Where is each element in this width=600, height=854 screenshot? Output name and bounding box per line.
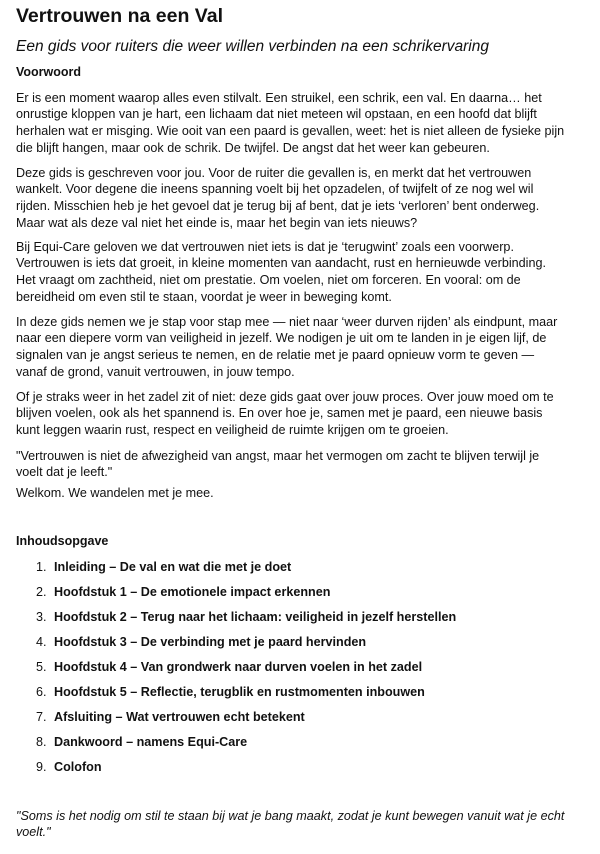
toc-label: Hoofdstuk 2 – Terug naar het lichaam: veiligheid in jezelf herstellen	[54, 609, 457, 624]
foreword-paragraph	[16, 239, 546, 306]
text-line: Of je straks weer in het zadel zit of niet: deze gids gaat over jouw proces. Over jouw moed om te	[16, 389, 554, 404]
toc-number: 9.	[36, 759, 47, 774]
foreword-paragraph	[16, 165, 539, 232]
foreword-closing: Welkom. We wandelen met je mee.	[16, 485, 214, 500]
text-line: wankelt. Voor degene die ineens spanning voelt bij het opzadelen, of twijfelt of ze nog wel wil	[16, 182, 534, 197]
closing-quote	[16, 808, 564, 842]
foreword-paragraph	[16, 389, 554, 439]
text-line: Er is een moment waarop alles even stilvalt. Een struikel, een schrik, een val. En daarna… het	[16, 90, 542, 105]
text-line: "Soms is het nodig om stil te staan bij wat je bang maakt, zodat je kunt bewegen vanuit wat je echt	[16, 808, 565, 823]
foreword-heading: Voorwoord	[16, 65, 82, 79]
toc-item	[36, 655, 456, 680]
toc-item	[36, 630, 456, 655]
text-line: die blijft hangen, maar ook de schrik. De twijfel. De angst dat het weer kan gebeuren.	[16, 140, 490, 155]
text-line: Het vraagt om zachtheid, niet om prestatie. Om voelen, niet om forceren. En vooral: om de	[16, 273, 521, 288]
document-subtitle: Een gids voor ruiters die weer willen verbinden na een schrikervaring	[16, 38, 489, 55]
document-title: Vertrouwen na een Val	[16, 5, 223, 27]
text-line: Deze gids is geschreven voor jou. Voor de ruiter die gevallen is, en merkt dat het vertrouwen	[16, 165, 532, 180]
text-line: signalen van je angst serieus te nemen, en de relatie met je paard opnieuw vorm te geven —	[16, 348, 535, 363]
text-line: Maar wat als deze val niet het einde is, maar het begin van iets nieuws?	[16, 215, 418, 230]
text-line: voelt."	[16, 825, 51, 840]
toc-item	[36, 705, 456, 730]
toc-item	[36, 755, 456, 780]
text-line: onrustige kloppen van je hart, een lichaam dat niet meteen wil opstaan, en een hoofd dat blijft	[16, 107, 537, 122]
toc-label: Hoofdstuk 4 – Van grondwerk naar durven voelen in het zadel	[54, 659, 423, 674]
text-line: blijven voelen, ook als het spannend is. En over hoe je, samen met je paard, een nieuwe basis	[16, 406, 543, 421]
toc-label: Colofon	[54, 759, 102, 774]
toc-label: Dankwoord – namens Equi-Care	[54, 734, 248, 749]
toc-heading: Inhoudsopgave	[16, 534, 109, 548]
text-line: vanaf de grond, vanuit vertrouwen, in jouw tempo.	[16, 364, 295, 379]
text-line: voelt dat je leeft."	[16, 465, 113, 480]
toc-label: Afsluiting – Wat vertrouwen echt betekent	[54, 709, 305, 724]
toc-number: 5.	[36, 659, 47, 674]
toc-number: 4.	[36, 634, 47, 649]
toc-number: 1.	[36, 559, 47, 574]
text-line: Vertrouwen is iets dat groeit, in kleine momenten van aandacht, rust en hernieuwde verbinding.	[16, 256, 546, 271]
text-line: Bij Equi-Care geloven we dat vertrouwen niet iets is dat je ‘terugwint’ zoals een voorwerp.	[16, 239, 514, 254]
foreword-paragraph	[16, 314, 557, 381]
text-line: bereidheid om even stil te staan, voordat je weer in beweging komt.	[16, 289, 392, 304]
toc-label: Hoofdstuk 3 – De verbinding met je paard hervinden	[54, 634, 367, 649]
text-line: herhalen wat er misging. Wie ooit van een paard is gevallen, weet: het is niet alleen de fysieke pijn	[16, 124, 565, 139]
toc-number: 3.	[36, 609, 47, 624]
toc-item	[36, 730, 456, 755]
text-line: "Vertrouwen is niet de afwezigheid van angst, maar het vermogen om zacht te blijven terwijl je	[16, 448, 540, 463]
toc-item	[36, 580, 456, 605]
foreword-quote	[16, 448, 539, 482]
toc-number: 7.	[36, 709, 47, 724]
toc-item	[36, 605, 456, 630]
text-line: In deze gids nemen we je stap voor stap mee — niet naar ‘weer durven rijden’ als eindpunt, maar	[16, 314, 558, 329]
text-line: rijden. Misschien heb je het gevoel dat je terug bij af bent, dat je iets ‘verloren’ bent onderweg.	[16, 199, 540, 214]
table-of-contents	[36, 555, 456, 780]
toc-label: Hoofdstuk 5 – Reflectie, terugblik en rustmomenten inbouwen	[54, 684, 425, 699]
toc-item	[36, 555, 456, 580]
toc-label: Hoofdstuk 1 – De emotionele impact erkennen	[54, 584, 331, 599]
toc-number: 8.	[36, 734, 47, 749]
toc-number: 2.	[36, 584, 47, 599]
foreword-paragraph	[16, 90, 564, 157]
toc-item	[36, 680, 456, 705]
toc-label: Inleiding – De val en wat die met je doet	[54, 559, 292, 574]
toc-number: 6.	[36, 684, 47, 699]
text-line: naar een diepere vorm van veiligheid in jezelf. We nodigen je uit om te landen in je eigen lijf, de	[16, 331, 547, 346]
text-line: kunt leggen waarin rust, respect en veiligheid de ruimte krijgen om te groeien.	[16, 423, 449, 438]
